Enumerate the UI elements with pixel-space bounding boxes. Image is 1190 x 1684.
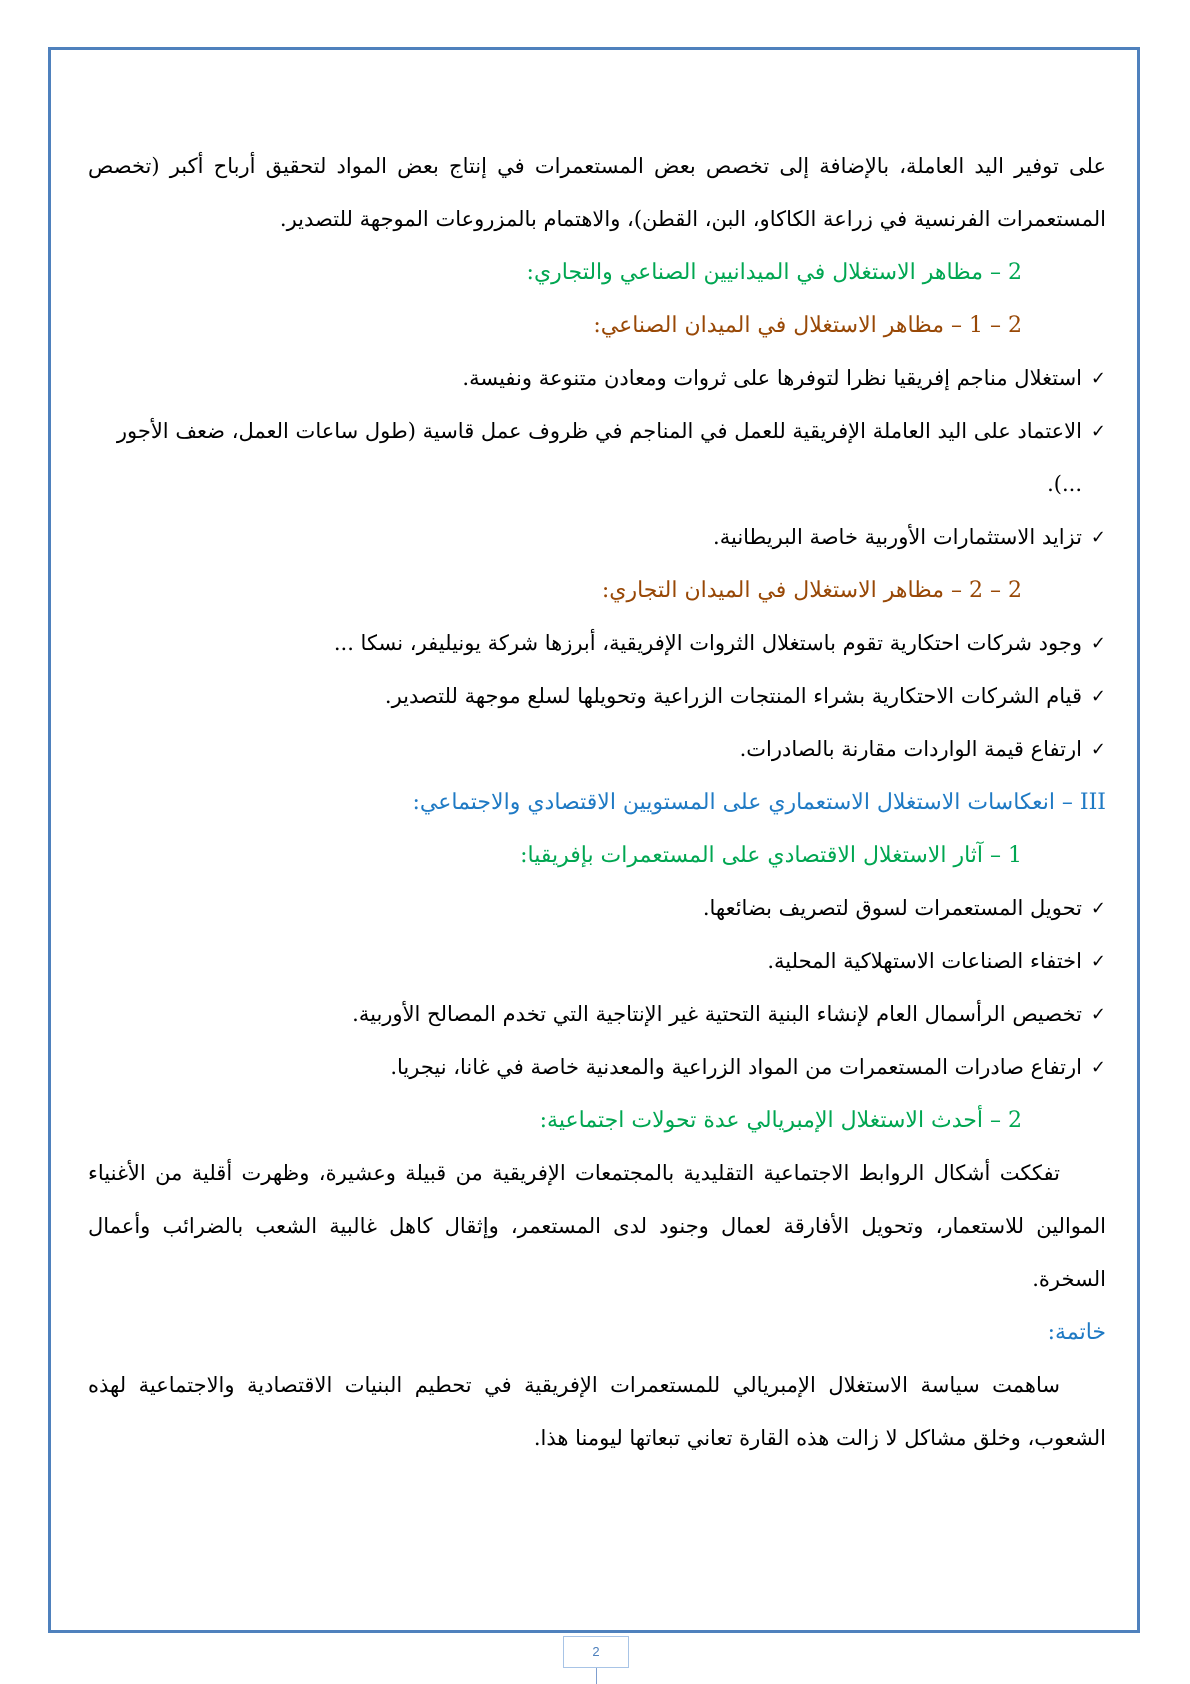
page-number: 2 — [563, 1636, 629, 1668]
check-icon: ✓ — [1090, 739, 1106, 760]
list-item: ✓ الاعتماد على اليد العاملة الإفريقية للعمل في المناجم في ظروف عمل قاسية (طول ساعات العمل، ضعف الأجور ...). — [88, 405, 1106, 511]
check-icon: ✓ — [1090, 1057, 1106, 1078]
list-item: ✓ قيام الشركات الاحتكارية بشراء المنتجات الزراعية وتحويلها لسلع موجهة للتصدير. — [88, 670, 1106, 723]
check-icon: ✓ — [1090, 1004, 1106, 1025]
list-item: ✓ وجود شركات احتكارية تقوم باستغلال الثروات الإفريقية، أبرزها شركة يونيليفر، نسكا ... — [88, 617, 1106, 670]
section-2-2-title: 2 – 2 – مظاهر الاستغلال في الميدان التجاري: — [601, 578, 1022, 603]
section-3-2-paragraph: تفككت أشكال الروابط الاجتماعية التقليدية بالمجتمعات الإفريقية من قبيلة وعشيرة، وظهرت أقلية من الأغنياء الموالين للاستعمار، وتحويل الأفارقة لعمال وجنود لدى المستعمر، وإثقال كاهل غالبية الشعب بالضرائب وأعمال السخرة. — [88, 1161, 1106, 1291]
conclusion-paragraph: ساهمت سياسة الاستغلال الإمبريالي للمستعمرات الإفريقية في تحطيم البنيات الاقتصادية والاجتماعية لهذه الشعوب، وخلق مشاكل لا زالت هذه القارة تعاني تبعاتها ليومنا هذا. — [88, 1373, 1106, 1450]
check-icon: ✓ — [1090, 951, 1106, 972]
list-item: ✓ تحويل المستعمرات لسوق لتصريف بضائعها. — [88, 882, 1106, 935]
conclusion-title: خاتمة: — [1047, 1320, 1106, 1345]
check-icon: ✓ — [1090, 898, 1106, 919]
list-item: ✓ اختفاء الصناعات الاستهلاكية المحلية. — [88, 935, 1106, 988]
list-item: ✓ ارتفاع قيمة الواردات مقارنة بالصادرات. — [88, 723, 1106, 776]
check-icon: ✓ — [1090, 527, 1106, 548]
check-icon: ✓ — [1090, 421, 1106, 442]
section-2-2-list — [88, 617, 1106, 776]
section-3-1-title: 1 – آثار الاستغلال الاقتصادي على المستعمرات بإفريقيا: — [520, 843, 1022, 868]
section-3-1-list — [88, 882, 1106, 1094]
list-item: ✓ تزايد الاستثمارات الأوربية خاصة البريطانية. — [88, 511, 1106, 564]
section-2-title: 2 – مظاهر الاستغلال في الميدانيين الصناعي والتجاري: — [526, 260, 1022, 285]
page-number-line — [596, 1668, 597, 1684]
section-3-2-title: 2 – أحدث الاستغلال الإمبريالي عدة تحولات اجتماعية: — [539, 1108, 1022, 1133]
section-3-title: III – انعكاسات الاستغلال الاستعماري على المستويين الاقتصادي والاجتماعي: — [412, 790, 1106, 815]
intro-paragraph: على توفير اليد العاملة، بالإضافة إلى تخصص بعض المستعمرات في إنتاج بعض المواد لتحقيق أرباح أكبر (تخصص المستعمرات الفرنسية في زراعة الكاكاو، البن، القطن)، والاهتمام بالمزروعات الموجهة للتصدير. — [88, 154, 1106, 231]
check-icon: ✓ — [1090, 686, 1106, 707]
check-icon: ✓ — [1090, 368, 1106, 389]
page-content — [88, 140, 1106, 1465]
list-item: ✓ ارتفاع صادرات المستعمرات من المواد الزراعية والمعدنية خاصة في غانا، نيجريا. — [88, 1041, 1106, 1094]
list-item: ✓ تخصيص الرأسمال العام لإنشاء البنية التحتية غير الإنتاجية التي تخدم المصالح الأوربية. — [88, 988, 1106, 1041]
check-icon: ✓ — [1090, 633, 1106, 654]
list-item: ✓ استغلال مناجم إفريقيا نظرا لتوفرها على ثروات ومعادن متنوعة ونفيسة. — [88, 352, 1106, 405]
section-2-1-title: 2 – 1 – مظاهر الاستغلال في الميدان الصناعي: — [593, 313, 1022, 338]
section-2-1-list — [88, 352, 1106, 564]
